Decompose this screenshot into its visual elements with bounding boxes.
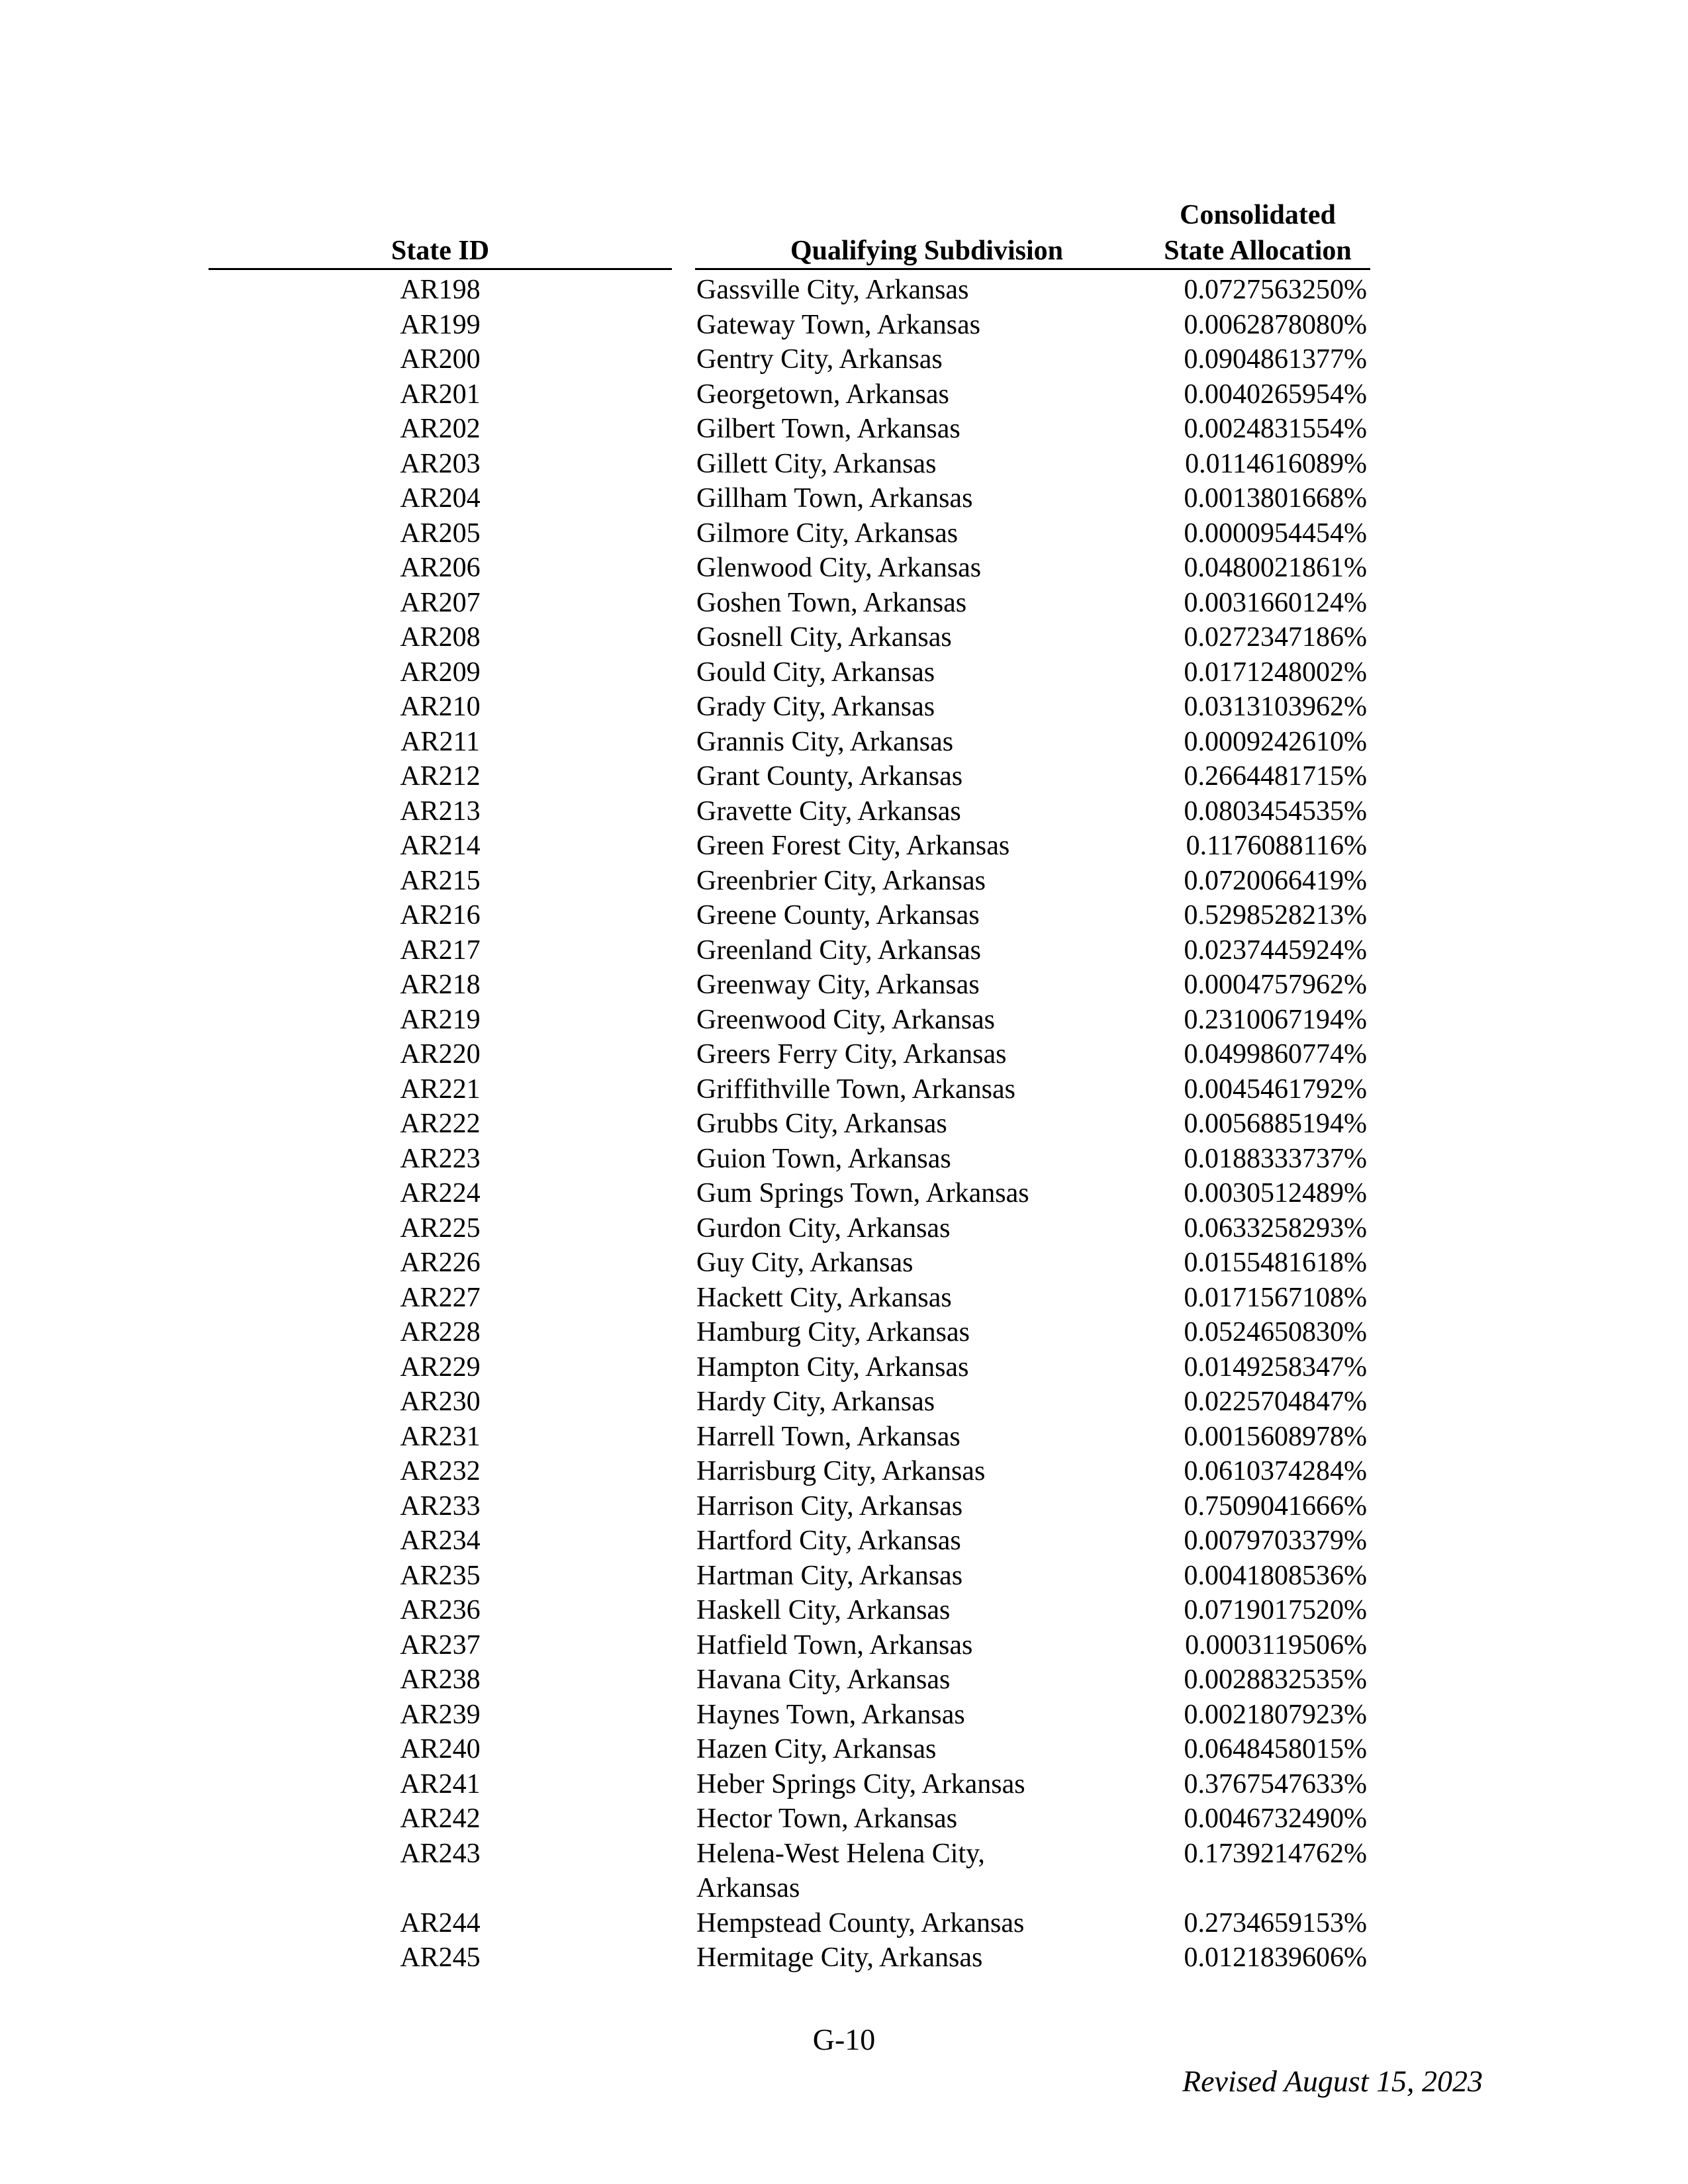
subdivision-cell: Hamburg City, Arkansas	[696, 1317, 970, 1347]
state-id-cell: AR226	[400, 1248, 481, 1278]
state-id-cell: AR207	[400, 587, 481, 618]
allocation-cell: 0.0030512489%	[1184, 1178, 1367, 1208]
state-id-cell: AR233	[400, 1490, 481, 1522]
table-row	[0, 933, 1688, 968]
table-row	[0, 308, 1688, 343]
header-qualifying-subdivision: Qualifying Subdivision	[790, 236, 1064, 266]
state-id-cell: AR237	[400, 1629, 481, 1661]
table-row	[0, 1315, 1688, 1350]
table-row	[0, 412, 1688, 447]
table-row	[0, 690, 1688, 725]
subdivision-cell: Griffithville Town, Arkansas	[696, 1073, 1015, 1105]
state-id-cell: AR210	[400, 692, 481, 722]
table-row	[0, 1489, 1688, 1524]
subdivision-cell: Gurdon City, Arkansas	[696, 1212, 951, 1244]
state-id-cell: AR229	[400, 1351, 481, 1383]
table-row	[0, 1385, 1688, 1420]
revised-date: Revised August 15, 2023	[1182, 2064, 1483, 2098]
table-row	[0, 655, 1688, 690]
state-id-cell: AR213	[400, 796, 481, 827]
subdivision-cell: Guion Town, Arkansas	[696, 1143, 951, 1174]
allocation-cell: 0.0313103962%	[1184, 692, 1367, 722]
table-row	[0, 516, 1688, 551]
state-id-cell: AR208	[400, 622, 481, 653]
state-id-cell: AR221	[400, 1073, 481, 1105]
state-id-cell: AR205	[400, 518, 481, 549]
subdivision-cell: Gillham Town, Arkansas	[696, 483, 973, 514]
table-row	[0, 1072, 1688, 1107]
state-id-cell: AR198	[400, 275, 481, 305]
state-id-cell: AR216	[400, 900, 481, 931]
state-id-cell: AR238	[400, 1664, 481, 1695]
allocation-cell: 0.0028832535%	[1184, 1664, 1367, 1695]
table-row	[0, 481, 1688, 516]
subdivision-cell: Harrison City, Arkansas	[696, 1490, 963, 1522]
subdivision-cell: Havana City, Arkansas	[696, 1664, 951, 1695]
allocation-cell: 0.0720066419%	[1184, 865, 1367, 896]
table-row	[0, 620, 1688, 655]
subdivision-cell: Gillett City, Arkansas	[696, 448, 937, 479]
state-id-cell: AR236	[400, 1595, 481, 1625]
subdivision-cell: Greenbrier City, Arkansas	[696, 865, 986, 896]
subdivision-cell: Gosnell City, Arkansas	[696, 622, 952, 653]
table-row	[0, 725, 1688, 760]
subdivision-cell: Hartman City, Arkansas	[696, 1560, 963, 1591]
table-row	[0, 864, 1688, 899]
table-row	[0, 1698, 1688, 1733]
state-id-cell: AR223	[400, 1143, 481, 1174]
allocation-cell: 0.5298528213%	[1184, 900, 1367, 931]
allocation-cell: 0.2734659153%	[1184, 1907, 1367, 1938]
subdivision-cell: Haskell City, Arkansas	[696, 1595, 951, 1625]
allocation-cell: 0.0004757962%	[1184, 970, 1367, 1000]
allocation-cell: 0.0719017520%	[1184, 1595, 1367, 1625]
state-id-cell: AR243	[400, 1838, 481, 1869]
table-row	[0, 1142, 1688, 1177]
state-id-cell: AR231	[400, 1421, 481, 1452]
subdivision-cell: Gum Springs Town, Arkansas	[696, 1178, 1029, 1208]
table-row	[0, 1593, 1688, 1628]
state-id-cell: AR239	[400, 1699, 481, 1730]
allocation-cell: 0.0237445924%	[1184, 934, 1367, 966]
state-id-cell: AR200	[400, 344, 481, 375]
subdivision-cell: Greenway City, Arkansas	[696, 970, 980, 1000]
table-row	[0, 1524, 1688, 1559]
table-row	[0, 1176, 1688, 1211]
allocation-cell: 0.0041808536%	[1184, 1560, 1367, 1591]
allocation-cell: 0.0021807923%	[1184, 1699, 1367, 1730]
allocation-cell: 0.0272347186%	[1184, 622, 1367, 653]
state-id-cell: AR218	[400, 970, 481, 1000]
allocation-cell: 0.0013801668%	[1184, 483, 1367, 514]
subdivision-cell: Goshen Town, Arkansas	[696, 587, 967, 618]
allocation-cell: 0.0171567108%	[1184, 1282, 1367, 1313]
allocation-cell: 0.0648458015%	[1184, 1734, 1367, 1764]
table-row	[0, 1837, 1688, 1906]
table-row	[0, 1246, 1688, 1281]
table-row	[0, 1559, 1688, 1594]
table-row	[0, 1628, 1688, 1663]
subdivision-cell: Greers Ferry City, Arkansas	[696, 1039, 1007, 1069]
subdivision-cell: Guy City, Arkansas	[696, 1248, 914, 1278]
table-row	[0, 1940, 1688, 1976]
subdivision-cell: Heber Springs City, Arkansas	[696, 1768, 1025, 1799]
table-row	[0, 1732, 1688, 1767]
subdivision-cell: Helena-West Helena City, Arkansas	[696, 1838, 985, 1903]
subdivision-cell: Hector Town, Arkansas	[696, 1803, 958, 1834]
subdivision-cell: Greenland City, Arkansas	[696, 934, 982, 966]
table-row	[0, 829, 1688, 864]
subdivision-cell: Gilmore City, Arkansas	[696, 518, 959, 549]
allocation-cell: 0.0056885194%	[1184, 1109, 1367, 1139]
state-id-cell: AR204	[400, 483, 481, 514]
allocation-cell: 0.1176088116%	[1186, 831, 1367, 861]
allocation-cell: 0.0121839606%	[1184, 1942, 1367, 1973]
table-row	[0, 1906, 1688, 1941]
allocation-cell: 0.0524650830%	[1184, 1317, 1367, 1347]
allocation-cell: 0.0062878080%	[1184, 309, 1367, 340]
state-id-cell: AR199	[400, 309, 481, 340]
subdivision-cell: Hardy City, Arkansas	[696, 1387, 935, 1417]
allocation-cell: 0.0188333737%	[1184, 1143, 1367, 1174]
allocation-cell: 0.0803454535%	[1184, 796, 1367, 827]
subdivision-cell: Hazen City, Arkansas	[696, 1734, 937, 1764]
allocation-cell: 0.0633258293%	[1184, 1212, 1367, 1244]
allocation-cell: 0.0904861377%	[1184, 344, 1367, 375]
state-id-cell: AR201	[400, 379, 481, 410]
subdivision-cell: Hackett City, Arkansas	[696, 1282, 952, 1313]
state-id-cell: AR232	[400, 1456, 481, 1486]
table-row	[0, 1454, 1688, 1489]
allocation-cell: 0.0015608978%	[1184, 1421, 1367, 1452]
table-row	[0, 1662, 1688, 1698]
allocation-cell: 0.0003119506%	[1185, 1629, 1367, 1661]
header-state-id: State ID	[391, 236, 490, 266]
state-id-cell: AR209	[400, 657, 481, 688]
allocation-cell: 0.0079703379%	[1184, 1525, 1367, 1556]
table-row	[0, 377, 1688, 412]
subdivision-cell: Gentry City, Arkansas	[696, 344, 943, 375]
subdivision-cell: Gilbert Town, Arkansas	[696, 414, 961, 444]
subdivision-cell: Gassville City, Arkansas	[696, 275, 969, 305]
subdivision-cell: Hermitage City, Arkansas	[696, 1942, 983, 1973]
allocation-cell: 0.0727563250%	[1184, 275, 1367, 305]
state-id-cell: AR212	[400, 761, 481, 792]
state-id-cell: AR235	[400, 1560, 481, 1591]
table-row	[0, 1003, 1688, 1038]
allocation-cell: 0.0009242610%	[1184, 726, 1367, 757]
state-id-cell: AR224	[400, 1178, 481, 1208]
subdivision-cell: Grant County, Arkansas	[696, 761, 963, 792]
state-id-cell: AR215	[400, 865, 481, 896]
subdivision-cell: Hatfield Town, Arkansas	[696, 1629, 973, 1661]
state-id-cell: AR222	[400, 1109, 481, 1139]
allocation-cell: 0.0046732490%	[1184, 1803, 1367, 1834]
header-allocation-line1: Consolidated	[1180, 200, 1336, 230]
allocation-cell: 0.0045461792%	[1184, 1073, 1367, 1105]
table-row	[0, 1037, 1688, 1072]
state-id-cell: AR211	[400, 726, 480, 757]
table-row	[0, 1281, 1688, 1316]
table-row	[0, 447, 1688, 482]
state-id-cell: AR206	[400, 553, 481, 583]
state-id-cell: AR230	[400, 1387, 481, 1417]
state-id-cell: AR225	[400, 1212, 481, 1244]
state-id-cell: AR245	[400, 1942, 481, 1973]
state-id-cell: AR217	[400, 934, 481, 966]
table-row	[0, 1350, 1688, 1385]
allocation-cell: 0.0171248002%	[1184, 657, 1367, 688]
state-id-cell: AR234	[400, 1525, 481, 1556]
subdivision-cell: Haynes Town, Arkansas	[696, 1699, 965, 1730]
header-allocation-line2: State Allocation	[1164, 236, 1352, 266]
table-row	[0, 1767, 1688, 1802]
table-row	[0, 968, 1688, 1003]
allocation-cell: 0.0499860774%	[1184, 1039, 1367, 1069]
header-rule-subdivision	[695, 268, 1162, 270]
subdivision-cell: Gould City, Arkansas	[696, 657, 935, 688]
page-number: G-10	[812, 2023, 876, 2056]
state-id-cell: AR242	[400, 1803, 481, 1834]
subdivision-cell: Georgetown, Arkansas	[696, 379, 949, 410]
subdivision-cell: Grannis City, Arkansas	[696, 726, 954, 757]
subdivision-cell: Greenwood City, Arkansas	[696, 1004, 996, 1035]
table-row	[0, 898, 1688, 933]
allocation-cell: 0.3767547633%	[1184, 1768, 1367, 1799]
state-id-cell: AR214	[400, 831, 481, 861]
table-body	[0, 273, 1688, 1976]
allocation-cell: 0.0225704847%	[1184, 1387, 1367, 1417]
subdivision-cell: Gravette City, Arkansas	[696, 796, 961, 827]
subdivision-cell: Harrell Town, Arkansas	[696, 1421, 961, 1452]
table-row	[0, 551, 1688, 586]
table-row	[0, 759, 1688, 794]
allocation-cell: 0.0155481618%	[1184, 1248, 1367, 1278]
subdivision-cell: Hampton City, Arkansas	[696, 1351, 969, 1383]
subdivision-cell: Greene County, Arkansas	[696, 900, 980, 931]
state-id-cell: AR240	[400, 1734, 481, 1764]
subdivision-cell: Harrisburg City, Arkansas	[696, 1456, 986, 1486]
header-rule-allocation	[1149, 268, 1370, 270]
allocation-cell: 0.2310067194%	[1184, 1004, 1367, 1035]
table-row	[0, 1211, 1688, 1246]
allocation-cell: 0.0024831554%	[1184, 414, 1367, 444]
table-row	[0, 1801, 1688, 1837]
subdivision-cell: Green Forest City, Arkansas	[696, 831, 1010, 861]
subdivision-cell: Grubbs City, Arkansas	[696, 1109, 947, 1139]
state-id-cell: AR244	[400, 1907, 481, 1938]
state-id-cell: AR241	[400, 1768, 481, 1799]
allocation-cell: 0.0040265954%	[1184, 379, 1367, 410]
table-row	[0, 273, 1688, 308]
subdivision-cell: Gateway Town, Arkansas	[696, 309, 981, 340]
state-id-cell: AR219	[400, 1004, 481, 1035]
state-id-cell: AR227	[400, 1282, 481, 1313]
subdivision-cell: Glenwood City, Arkansas	[696, 553, 982, 583]
table-row	[0, 794, 1688, 829]
allocation-cell: 0.0031660124%	[1184, 587, 1367, 618]
state-id-cell: AR203	[400, 448, 481, 479]
allocation-cell: 0.0610374284%	[1184, 1456, 1367, 1486]
allocation-cell: 0.7509041666%	[1184, 1490, 1367, 1522]
state-id-cell: AR228	[400, 1317, 481, 1347]
table-row	[0, 342, 1688, 377]
allocation-cell: 0.0480021861%	[1184, 553, 1367, 583]
table-row	[0, 586, 1688, 621]
header-rule-state-id	[209, 268, 672, 270]
allocation-cell: 0.2664481715%	[1184, 761, 1367, 792]
header-consolidated-state-allocation	[1149, 197, 1367, 269]
table-row	[0, 1420, 1688, 1455]
state-id-cell: AR220	[400, 1039, 481, 1069]
table-header	[0, 192, 1688, 271]
subdivision-cell: Grady City, Arkansas	[696, 692, 935, 722]
allocation-cell: 0.0000954454%	[1184, 518, 1367, 549]
allocation-cell: 0.0114616089%	[1185, 448, 1367, 479]
subdivision-cell: Hempstead County, Arkansas	[696, 1907, 1025, 1938]
allocation-cell: 0.1739214762%	[1184, 1838, 1367, 1869]
state-id-cell: AR202	[400, 414, 481, 444]
subdivision-cell: Hartford City, Arkansas	[696, 1525, 961, 1556]
table-row	[0, 1107, 1688, 1142]
allocation-cell: 0.0149258347%	[1184, 1351, 1367, 1383]
